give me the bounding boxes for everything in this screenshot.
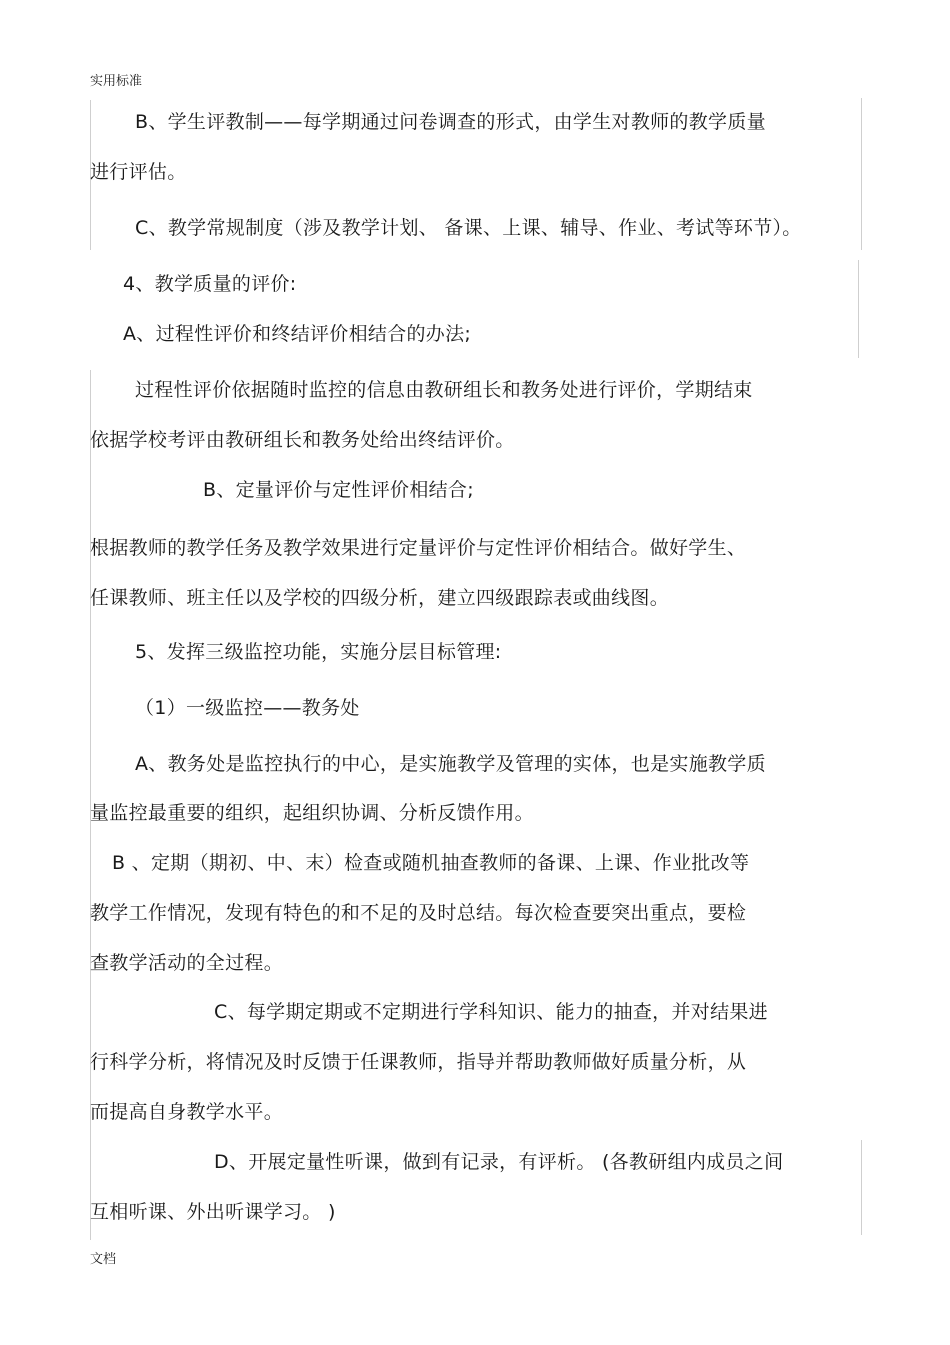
body-line: D、开展定量性听课，做到有记录，有评析。 (各教研组内成员之间 (214, 1151, 784, 1173)
body-line: 进行评估。 (90, 161, 187, 183)
page-footer: 文档 (90, 1252, 117, 1267)
margin-rule (861, 98, 862, 250)
section-heading: 5、发挥三级监控功能，实施分层目标管理: (135, 641, 502, 663)
body-line: A、过程性评价和终结评价相结合的办法; (123, 323, 472, 345)
margin-rule (861, 1140, 862, 1235)
margin-rule (858, 260, 859, 358)
body-line: B、学生评教制——每学期通过问卷调查的形式，由学生对教师的教学质量 (135, 111, 766, 133)
body-line: 行科学分析，将情况及时反馈于任课教师，指导并帮助教师做好质量分析，从 (90, 1051, 747, 1073)
body-line: C、每学期定期或不定期进行学科知识、能力的抽查，并对结果进 (214, 1001, 768, 1023)
body-line: 任课教师、班主任以及学校的四级分析，建立四级跟踪表或曲线图。 (90, 587, 670, 609)
body-line: （1）一级监控——教务处 (135, 697, 360, 719)
body-line: 而提高自身教学水平。 (90, 1101, 284, 1123)
body-line: A、教务处是监控执行的中心，是实施教学及管理的实体，也是实施教学质 (135, 753, 766, 775)
body-line: 过程性评价依据随时监控的信息由教研组长和教务处进行评价，学期结束 (135, 379, 753, 401)
body-line: C、教学常规制度（涉及教学计划、 备课、上课、辅导、作业、考试等环节）。 (135, 217, 802, 239)
body-line: 互相听课、外出听课学习。 ) (90, 1201, 336, 1223)
page-header: 实用标准 (90, 74, 143, 89)
section-heading: 4、教学质量的评价: (123, 273, 297, 295)
body-line: B 、定期（期初、中、末）检查或随机抽查教师的备课、上课、作业批改等 (112, 852, 750, 874)
body-line: 教学工作情况，发现有特色的和不足的及时总结。每次检查要突出重点，要检 (90, 902, 747, 924)
body-line: 依据学校考评由教研组长和教务处给出终结评价。 (90, 429, 515, 451)
body-line: B、定量评价与定性评价相结合; (203, 479, 474, 501)
body-line: 查教学活动的全过程。 (90, 952, 284, 974)
body-line: 根据教师的教学任务及教学效果进行定量评价与定性评价相结合。做好学生、 (90, 537, 747, 559)
body-line: 量监控最重要的组织，起组织协调、分析反馈作用。 (90, 802, 534, 824)
